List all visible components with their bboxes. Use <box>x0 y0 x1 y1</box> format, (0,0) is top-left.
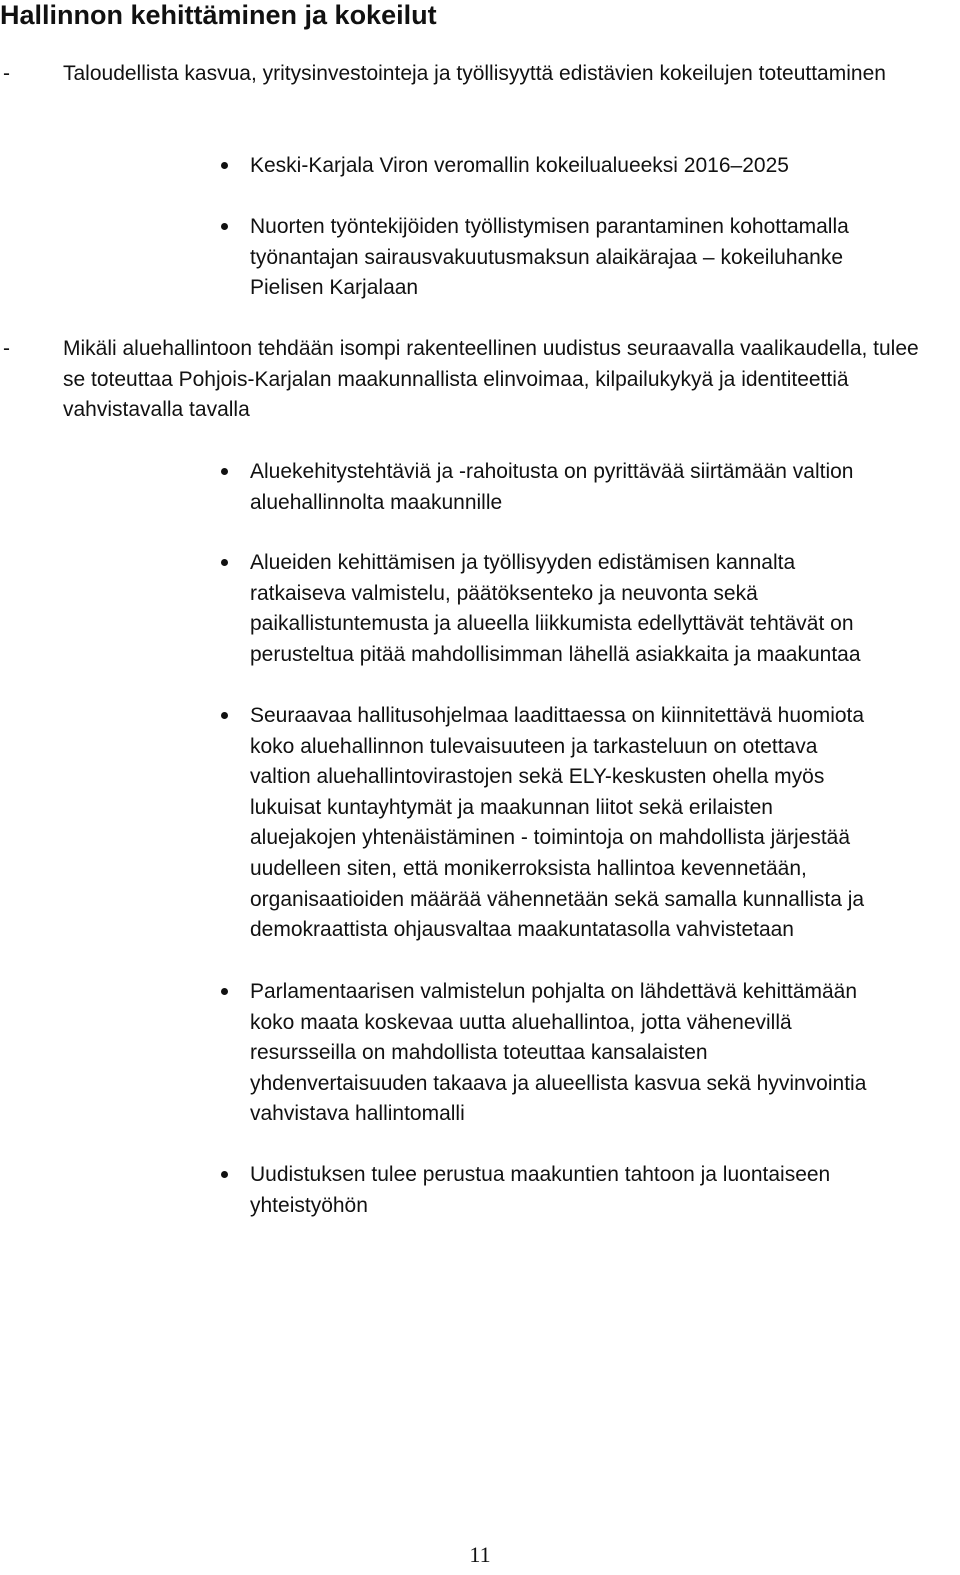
bullet-list-item-1 <box>0 151 960 182</box>
bullet-list-item-5 <box>0 701 960 946</box>
bullet-list-item-6 <box>0 977 960 1130</box>
bullet-list-item-3 <box>0 457 960 518</box>
bullet-item-text: Keski-Karjala Viron veromallin kokeilualueeksi 2016–2025 <box>250 154 789 177</box>
bullet-dot-icon <box>221 559 228 566</box>
bullet-list-item-7 <box>0 1160 960 1221</box>
bullet-dot-icon <box>221 162 228 169</box>
dash-list-item-1 <box>0 59 930 90</box>
bullet-item-text: Seuraavaa hallitusohjelmaa laadittaessa on kiinnitettävä huomiota koko aluehallinnon tulevaisuuteen ja tarkasteluun on otettava valtion aluehallintovirastojen sekä ELY-keskusten ohella myös lukuisat kuntayhtymät ja maakunnan liitot sekä erilaisten aluejakojen yhtenäistäminen - toimintoja on mahdollista järjestää uudelleen siten, että monikerroksista hallintoa kevennetään, organisaatioiden määrää vähennetään sekä samalla kunnallista ja demokraattista ohjausvaltaa maakuntatasolla vahvistetaan <box>250 704 865 942</box>
bullet-item-text: Uudistuksen tulee perustua maakuntien tahtoon ja luontaiseen yhteistyöhön <box>250 1163 831 1217</box>
bullet-dot-icon <box>221 223 228 230</box>
page-title: Hallinnon kehittäminen ja kokeilut <box>0 0 437 30</box>
bullet-item-text: Aluekehitystehtäviä ja -rahoitusta on pyrittävää siirtämään valtion aluehallinnolta maakunnille <box>250 460 854 514</box>
bullet-item-text: Nuorten työntekijöiden työllistymisen parantaminen kohottamalla työnantajan sairausvakuutusmaksun alaikärajaa – kokeiluhanke Pielisen Karjalaan <box>250 215 849 300</box>
bullet-item-text: Alueiden kehittämisen ja työllisyyden edistämisen kannalta ratkaiseva valmistelu, päätöksenteko ja neuvonta sekä paikallistuntemusta ja alueella liikkumista edellyttävät tehtävät on perusteltua pitää mahdollisimman lähellä asiakkaita ja maakuntaa <box>250 551 861 666</box>
page-number: 11 <box>469 1542 491 1567</box>
dash-list-item-2 <box>0 334 930 426</box>
dash-item-text: Taloudellista kasvua, yritysinvestointeja ja työllisyyttä edistävien kokeilujen toteuttaminen <box>63 62 886 85</box>
bullet-dot-icon <box>221 712 228 719</box>
bullet-dot-icon <box>221 1171 228 1178</box>
dash-marker: - <box>3 62 10 85</box>
dash-marker: - <box>3 337 10 360</box>
bullet-dot-icon <box>221 468 228 475</box>
bullet-list-item-2 <box>0 212 960 304</box>
dash-item-text: Mikäli aluehallintoon tehdään isompi rakenteellinen uudistus seuraavalla vaalikaudella, tulee se toteuttaa Pohjois-Karjalan maakunnallista elinvoimaa, kilpailukykyä ja identiteettiä vahvistavalla tavalla <box>63 337 919 421</box>
bullet-list-item-4 <box>0 548 960 670</box>
bullet-dot-icon <box>221 988 228 995</box>
bullet-item-text: Parlamentaarisen valmistelun pohjalta on lähdettävä kehittämään koko maata koskevaa uutta aluehallintoa, jotta vähenevillä resursseilla on mahdollista toteuttaa kansalaisten yhdenvertaisuuden takaava ja alueellista kasvua sekä hyvinvointia vahvistava hallintomalli <box>250 980 867 1126</box>
